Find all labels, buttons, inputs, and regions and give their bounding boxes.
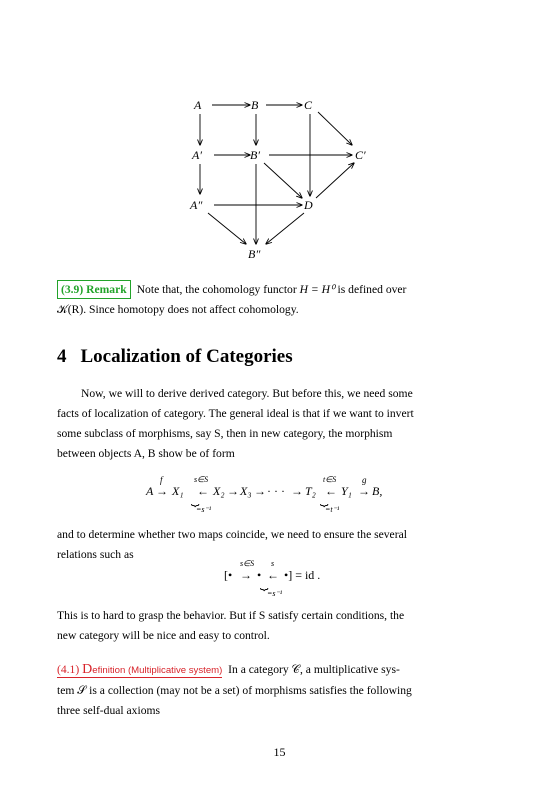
definition-title: efinition (Multiplicative system) [92,665,223,676]
eq2-underbrace: ⏟ [260,576,269,591]
node-d: D [304,198,313,212]
eq1-arrow-g: → [358,484,370,498]
node-a-double-prime: A″ [190,198,203,212]
eq1-t2: T₂ [305,484,316,498]
eq2-s: s [271,559,275,568]
eq1-arrow-4: → [291,484,303,498]
arrow-a2-b2 [208,213,246,244]
eq2-open: [• [224,568,233,582]
remark-line-2: 𝒦(R). Since homotopy does not affect cohomology. [57,303,299,316]
eq1-f: f [160,475,163,485]
remark-formula: H = H⁰ [299,283,335,296]
node-a: A [194,98,202,112]
closing-paragraph [57,606,503,646]
equation-relation [224,559,364,600]
arrow-b1-d [264,163,302,198]
closing-line-2: new category will be nice and easy to control. [57,629,270,642]
remark-label: (3.9) Remark [57,280,131,299]
definition-line-2: tem 𝒮 is a collection (may not be a set) of morphisms satisfies the following [57,684,412,697]
remark-paragraph [57,280,503,320]
arrow-d-b2 [266,213,304,244]
arrow-c-c1 [318,112,352,145]
eq1-y1: Y₁ [341,484,352,498]
eq1-arrow-t: ← [325,484,337,498]
eq1-arrow-s: ← [197,484,209,498]
arrow-d-c1 [316,163,354,198]
eq2-arrow-left: ← [267,568,279,582]
definition-number: (4.1) [57,663,80,676]
definition-paragraph [57,660,503,721]
diagram-svg [170,92,390,262]
eq2-s-in-s: s∈S [240,559,255,568]
definition-text-1: In a category 𝒞, a multiplicative sys- [228,663,400,676]
equation-localization-zigzag [146,475,416,518]
intro-line-3: some subclass of morphisms, say S, then in new category, the morphism [57,427,393,440]
middle-paragraph [57,525,503,565]
eq1-underbrace-1: ⏟ [191,492,200,507]
eq1-s-in-s: s∈S [194,475,209,484]
node-b: B [251,98,259,112]
eq2-close: •] = id . [284,568,321,582]
definition-initial: D [82,662,93,677]
eq1-s-inverse: =s⁻¹ [196,505,212,514]
eq2-arrow-right: → [240,568,252,582]
eq1-x3: X₃ [240,484,252,498]
definition-line-1 [57,660,503,681]
remark-text-1: Note that, the cohomology functor [136,283,300,296]
eq1-arrow-f: → [156,484,168,498]
node-a-prime: A′ [192,148,202,162]
intro-paragraph [57,384,503,464]
eq1-arrow-3: → [254,484,266,498]
eq1-t-in-s: t∈S [323,475,337,484]
eq1-dots: · · · [267,484,285,498]
node-c: C [304,98,313,112]
eq1-underbrace-2: ⏟ [320,492,329,507]
eq1-b: B, [372,484,383,498]
node-b-prime: B′ [250,148,260,162]
section-title: Localization of Categories [80,346,293,367]
section-number: 4 [57,346,67,367]
eq1-a: A [146,484,154,498]
definition-heading [57,663,222,678]
eq1-x2: X₂ [213,484,225,498]
intro-line-2: facts of localization of category. The general ideal is that if we want to invert [57,407,414,420]
section-heading [57,346,293,368]
middle-line-1: and to determine whether two maps coincide, we need to ensure the several [57,528,407,541]
page-number: 15 [273,745,286,759]
definition-line-3: three self-dual axioms [57,704,161,717]
eq1-x1: X₁ [172,484,184,498]
commutative-diagram [170,92,390,262]
eq1-arrow-2: → [227,484,239,498]
eq2-bullet: • [257,568,262,582]
middle-line-2: relations such as [57,548,134,561]
eq1-g: g [362,475,367,485]
node-c-prime: C′ [355,148,366,162]
closing-line-1: This is to hard to grasp the behavior. But if S satisfy certain conditions, the [57,609,405,622]
eq2-s-inverse: =s⁻¹ [267,589,283,598]
eq1-t-inverse: =t⁻¹ [325,505,340,514]
node-b-double-prime: B″ [248,247,261,261]
intro-line-4: between objects A, B show be of form [57,447,235,460]
remark-line-1 [57,280,503,300]
remark-text-2: is defined over [334,283,407,296]
intro-line-1: Now, we will to derive derived category. But before this, we need some [81,387,413,400]
